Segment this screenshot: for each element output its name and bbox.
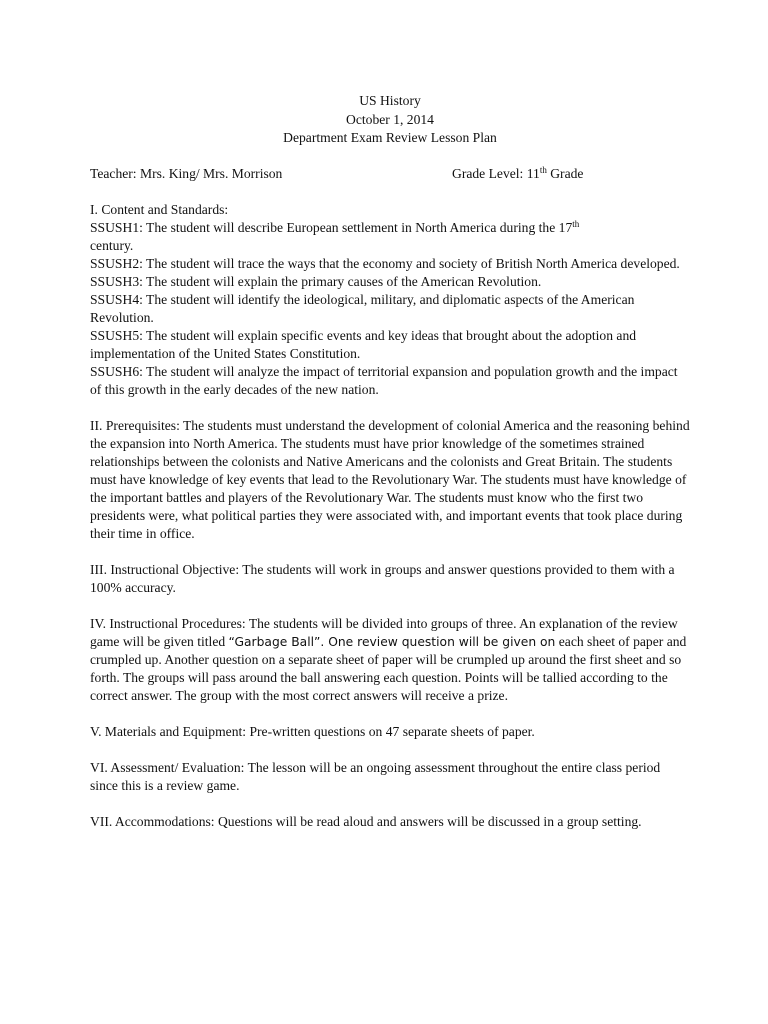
procedures-game-title: “Garbage Ball”. One review question will be given on	[228, 634, 556, 649]
course-title: US History	[359, 93, 421, 108]
document-title: Department Exam Review Lesson Plan	[283, 130, 497, 145]
standard-ssush6: SSUSH6: The student will analyze the impact of territorial expansion and population growth and the impact of this growth in the early decades of the new nation.	[90, 363, 678, 397]
grade-level-suffix: Grade	[546, 165, 584, 181]
teacher-name: Teacher: Mrs. King/ Mrs. Morrison	[90, 165, 283, 181]
procedures-text-start: IV. Instructional Procedures: The students will be divided into groups of three. An explanation of the review game will be given titled	[90, 615, 678, 649]
document-header	[90, 92, 690, 148]
document-page	[90, 92, 690, 831]
content-standards-heading: I. Content and Standards:	[90, 201, 229, 217]
accommodations-paragraph: VII. Accommodations: Questions will be read aloud and answers will be discussed in a group setting.	[90, 813, 642, 829]
grade-level-superscript: th	[539, 164, 547, 175]
grade-level-prefix: Grade Level: 11	[452, 165, 540, 181]
grade-level	[452, 165, 583, 183]
prerequisites-paragraph: II. Prerequisites: The students must understand the development of colonial America and the reasoning behind the expansion into North America. The students must have prior knowledge of the sometimes strained relationships between the colonists and Native Americans and the colonists and Great Britain. The students must have knowledge of key events that lead to the Revolutionary War. The students must have knowledge of the important battles and players of the Revolutionary War. The students must know who the first two presidents were, what political parties they were associated with, and important events that took place during their time in office.	[90, 417, 690, 541]
content-standards-section	[90, 201, 690, 399]
materials-paragraph: V. Materials and Equipment: Pre-written questions on 47 separate sheets of paper.	[90, 723, 535, 739]
document-date: October 1, 2014	[346, 111, 434, 127]
objective-section	[90, 561, 690, 597]
assessment-paragraph: VI. Assessment/ Evaluation: The lesson will be an ongoing assessment throughout the entire class period since this is a review game.	[90, 759, 661, 793]
objective-paragraph: III. Instructional Objective: The students will work in groups and answer questions provided to them with a 100% accuracy.	[90, 561, 675, 595]
procedures-section	[90, 615, 690, 705]
standard-ssush1-continuation: century.	[90, 237, 134, 253]
procedures-text-end: each sheet of paper and crumpled up. Another question on a separate sheet of paper will be crumpled up around the first sheet and so forth. The groups will pass around the ball answering each question. Points will be tallied according to the correct answer. The group with the most correct answers will receive a prize.	[90, 633, 687, 703]
standard-ssush2: SSUSH2: The student will trace the ways that the economy and society of British North America developed.	[90, 255, 680, 271]
standard-ssush4: SSUSH4: The student will identify the ideological, military, and diplomatic aspects of the American Revolution.	[90, 291, 635, 325]
assessment-section	[90, 759, 690, 795]
materials-section	[90, 723, 690, 741]
standard-ssush1-superscript: th	[572, 218, 580, 229]
standard-ssush5: SSUSH5: The student will explain specific events and key ideas that brought about the adoption and implementation of the United States Constitution.	[90, 327, 637, 361]
teacher-grade-row	[90, 165, 690, 183]
procedures-paragraph	[90, 615, 690, 705]
prerequisites-section	[90, 417, 690, 543]
accommodations-section	[90, 813, 690, 831]
standard-ssush1	[90, 219, 690, 255]
standard-ssush3: SSUSH3: The student will explain the primary causes of the American Revolution.	[90, 273, 542, 289]
standard-ssush1-text: SSUSH1: The student will describe European settlement in North America during the 17	[90, 219, 573, 235]
